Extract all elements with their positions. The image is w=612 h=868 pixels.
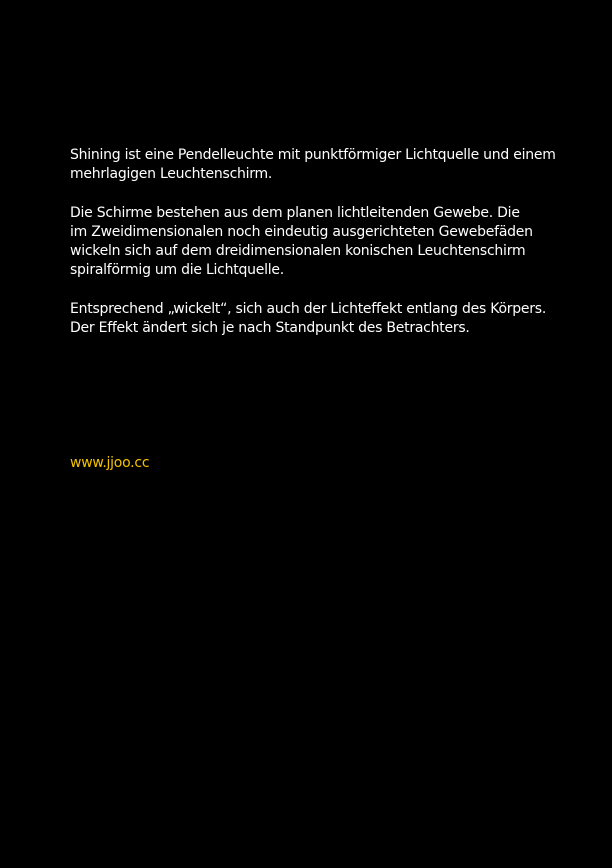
text-line: Die Schirme bestehen aus dem planen lichtleitenden Gewebe. Die — [70, 204, 520, 221]
paragraph-material — [70, 204, 590, 281]
website-link[interactable]: www.jjoo.cc — [70, 455, 150, 471]
description-text — [70, 146, 590, 357]
text-line: Der Effekt ändert sich je nach Standpunkt des Betrachters. — [70, 319, 470, 336]
paragraph-intro — [70, 146, 590, 184]
text-line: spiralförmig um die Lichtquelle. — [70, 262, 284, 279]
paragraph-effect — [70, 300, 590, 338]
text-line: Shining ist eine Pendelleuchte mit punktförmiger Lichtquelle und einem — [70, 147, 556, 163]
text-line: Entsprechend „wickelt“, sich auch der Lichteffekt entlang des Körpers. — [70, 300, 547, 317]
text-line: im Zweidimensionalen noch eindeutig ausgerichteten Gewebefäden — [70, 223, 533, 240]
text-line: wickeln sich auf dem dreidimensionalen konischen Leuchtenschirm — [70, 243, 526, 259]
text-line: mehrlagigen Leuchtenschirm. — [70, 166, 273, 183]
